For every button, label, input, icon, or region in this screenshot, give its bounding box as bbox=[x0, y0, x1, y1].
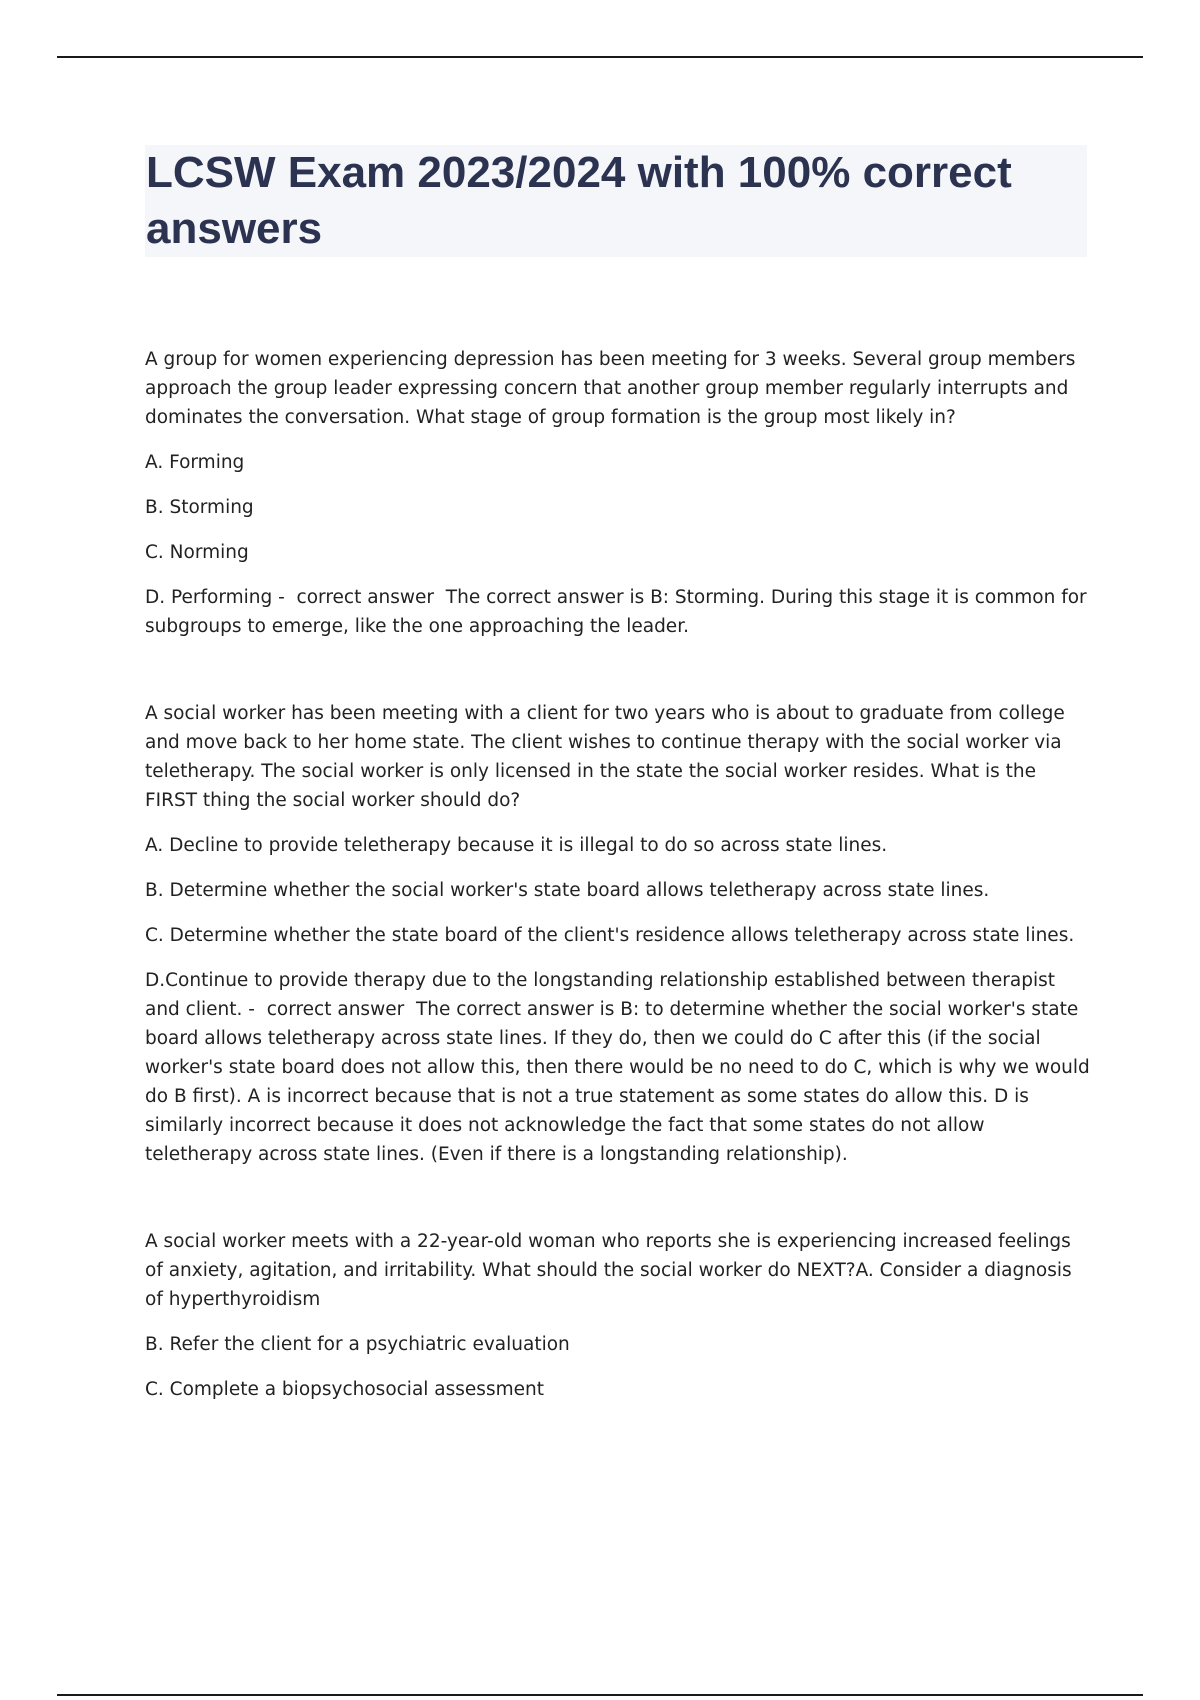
question-1-explanation: The correct answer is B: Storming. During this stage it is common for subgroups to emerge, like the one approaching the leader. bbox=[145, 587, 1087, 637]
question-3-stem: A social worker meets with a 22-year-old woman who reports she is experiencing increased feelings of anxiety, agitation, and irritability. What should the social worker do NEXT?A. Consider a diagnosis of hyperthyroidism bbox=[145, 1231, 1072, 1310]
question-1 bbox=[145, 345, 1090, 641]
question-1-option-d: D. Performing bbox=[145, 587, 273, 608]
title-block bbox=[145, 145, 1087, 257]
question-3-option-c: C. Complete a biopsychosocial assessment bbox=[145, 1379, 544, 1400]
question-2-option-a: A. Decline to provide teletherapy because it is illegal to do so across state lines. bbox=[145, 835, 888, 856]
question-1-option-a: A. Forming bbox=[145, 452, 245, 473]
question-2-stem: A social worker has been meeting with a client for two years who is about to graduate from college and move back to her home state. The client wishes to continue therapy with the social worker via teletherapy. The social worker is only licensed in the state the social worker resides. What is the FIRST thing the social worker should do? bbox=[145, 703, 1065, 811]
question-1-option-c: C. Norming bbox=[145, 542, 249, 563]
question-3-option-b: B. Refer the client for a psychiatric evaluation bbox=[145, 1334, 570, 1355]
question-2-option-b: B. Determine whether the social worker's state board allows teletherapy across state lines. bbox=[145, 880, 990, 901]
top-rule bbox=[57, 56, 1143, 58]
document-title: LCSW Exam 2023/2024 with 100% correct answers bbox=[146, 148, 1012, 253]
question-1-option-b: B. Storming bbox=[145, 497, 254, 518]
question-2-option-c: C. Determine whether the state board of the client's residence allows teletherapy across state lines. bbox=[145, 925, 1075, 946]
question-2-option-d: D.Continue to provide therapy due to the longstanding relationship established between therapist and client. bbox=[145, 970, 1055, 1020]
question-2-answer-label: - correct answer bbox=[242, 999, 416, 1020]
question-2 bbox=[145, 699, 1090, 1169]
question-2-explanation: The correct answer is B: to determine whether the social worker's state board allows teletherapy across state lines. If they do, then we could do C after this (if the social worker's state board does not allow this, then there would be no need to do C, which is why we would do B first). A is incorrect because that is not a true statement as some states do allow this. D is similarly incorrect because it does not acknowledge the fact that some states do not allow teletherapy across state lines. (Even if there is a longstanding relationship). bbox=[145, 999, 1090, 1165]
bottom-rule bbox=[57, 1694, 1143, 1696]
question-1-answer-label: - correct answer bbox=[272, 587, 446, 608]
question-1-stem: A group for women experiencing depression has been meeting for 3 weeks. Several group members approach the group leader expressing concern that another group member regularly interrupts and dominates the conversation. What stage of group formation is the group most likely in? bbox=[145, 349, 1076, 428]
question-3 bbox=[145, 1227, 1090, 1404]
question-2-option-d-with-answer bbox=[145, 966, 1090, 1169]
question-1-option-d-with-answer bbox=[145, 583, 1090, 641]
document-body bbox=[145, 345, 1090, 1404]
